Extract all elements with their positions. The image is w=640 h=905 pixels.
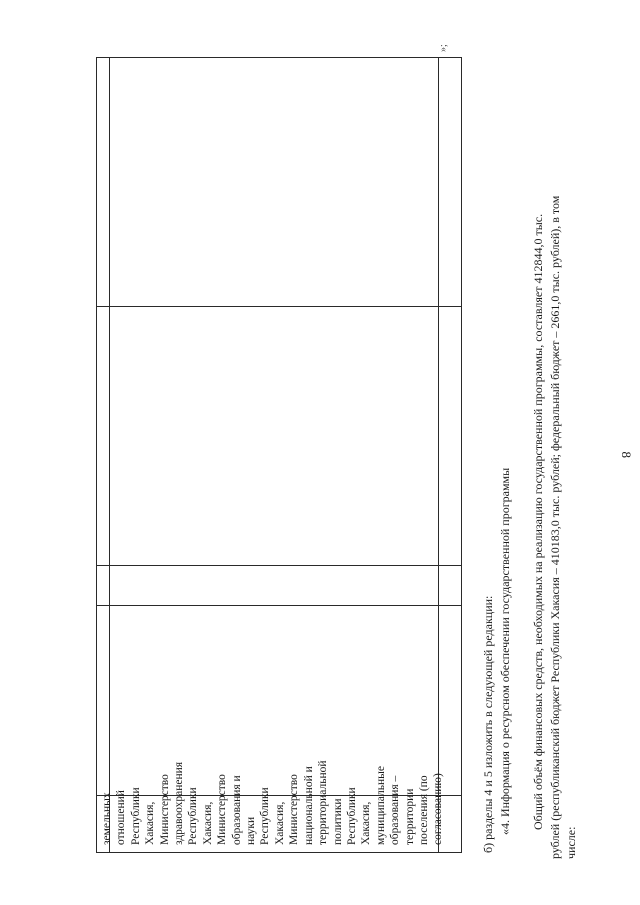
cell-line: образования – bbox=[389, 775, 402, 845]
cell-line: Министерство bbox=[158, 774, 171, 845]
cell-line: Хакасия, bbox=[360, 801, 373, 845]
paragraph-line: Общий объём финансовых средств, необходимых на реализацию государственной программы, составляет 412844,0 тыс. bbox=[531, 213, 545, 830]
cell-line: Республики bbox=[129, 787, 142, 845]
cell-line: Хакасия, bbox=[201, 801, 214, 845]
closing-quote: »; bbox=[438, 44, 449, 52]
cell-line: земельных bbox=[101, 792, 113, 845]
cell-line: политики bbox=[331, 798, 344, 845]
cell-line: национальной и bbox=[302, 766, 315, 845]
cell-line: территориальной bbox=[317, 760, 330, 845]
cell-line: образования и bbox=[230, 775, 243, 845]
cell-line: Хакасия, bbox=[273, 801, 286, 845]
page-number: 8 bbox=[619, 451, 634, 458]
cell-line: Республики bbox=[187, 787, 200, 845]
cell-line: здравоохранения bbox=[173, 761, 186, 845]
table-col-divider bbox=[97, 306, 461, 307]
table-col-divider bbox=[97, 565, 461, 566]
cell-line: согласованию) bbox=[432, 773, 445, 845]
cell-line: Республики bbox=[345, 787, 358, 845]
cell-line: Министерство bbox=[288, 774, 301, 845]
cell-line: отношений bbox=[115, 790, 128, 845]
cell-line: поселения (по bbox=[417, 775, 430, 845]
executors-cell bbox=[100, 645, 446, 845]
table-col-divider bbox=[97, 605, 461, 606]
cell-line: науки bbox=[245, 816, 258, 845]
cell-line: территории bbox=[403, 788, 416, 845]
cell-line: Хакасия, bbox=[144, 801, 157, 845]
cell-line: муниципальные bbox=[374, 766, 387, 845]
section-heading: «4. Информация о ресурсном обеспечении государственной программы bbox=[498, 467, 512, 835]
amendment-line: б) разделы 4 и 5 изложить в следующей редакции: bbox=[481, 595, 495, 853]
paragraph-line: рублей (республиканский бюджет Республики Хакасия – 410183,0 тыс. рублей; федеральный бюджет – 2661,0 тыс. рублей), в том bbox=[548, 195, 562, 859]
paragraph-line: числе: bbox=[564, 826, 578, 859]
cell-line: Министерство bbox=[216, 774, 229, 845]
cell-line: Республики bbox=[259, 787, 272, 845]
